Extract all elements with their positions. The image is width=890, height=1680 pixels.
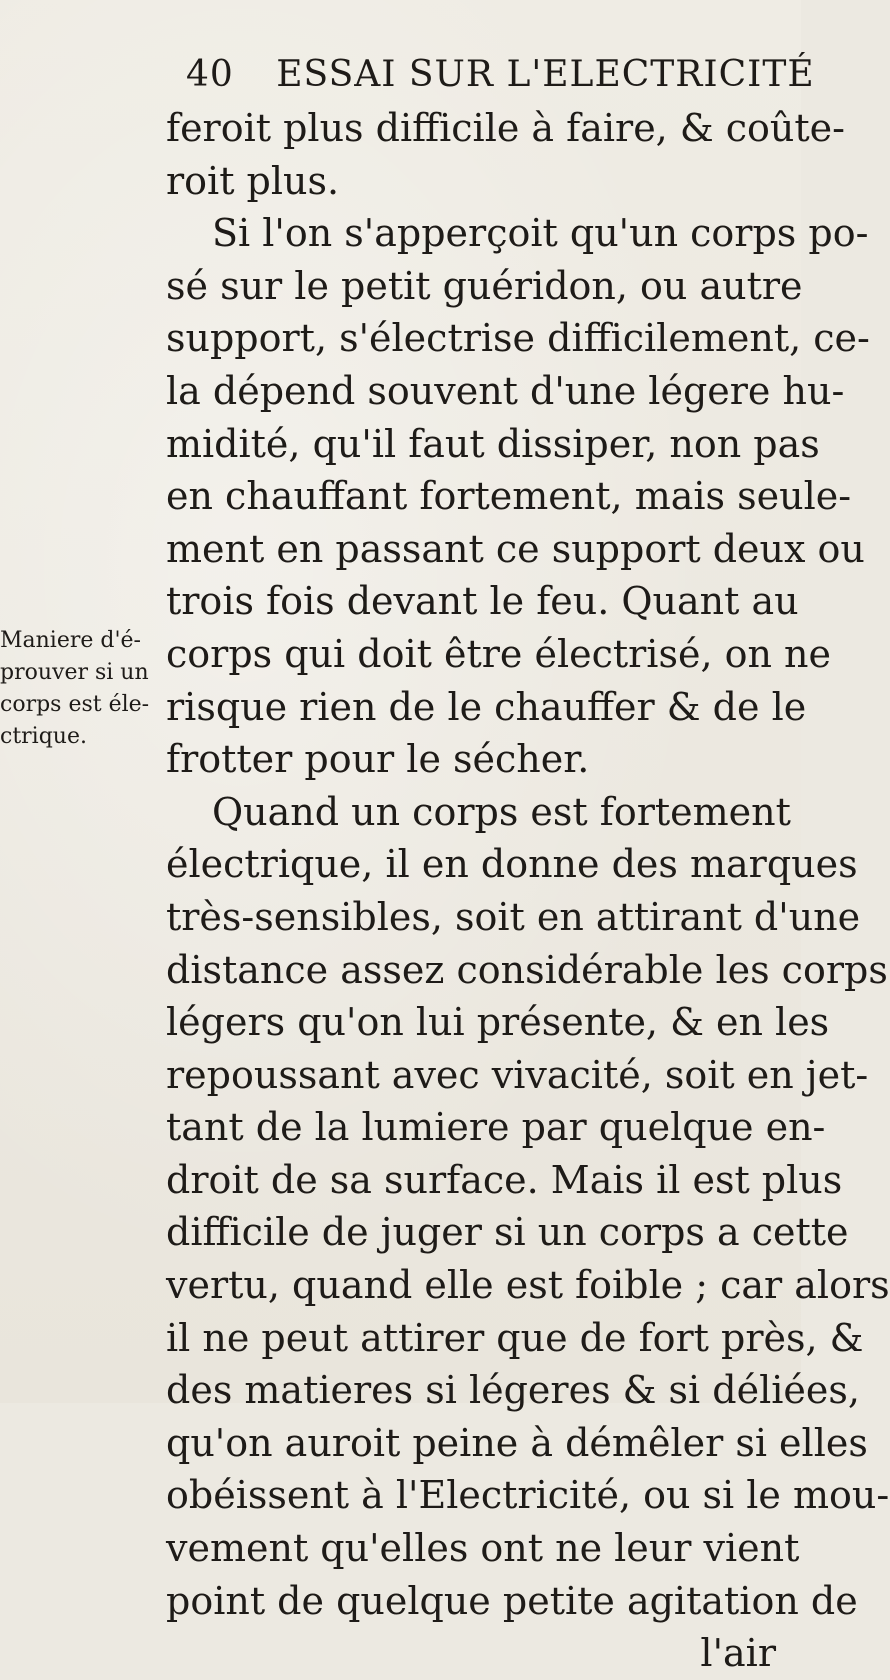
text-line: trois fois devant le feu. Quant au [166, 579, 799, 624]
text-line: qu'on auroit peine à démêler si elles [166, 1420, 868, 1465]
text-line: midité, qu'il faut dissiper, non pas [166, 421, 820, 466]
text-line: électrique, il en donne des marques [166, 842, 858, 887]
text-line: feroit plus difficile à faire, & coûte- [166, 106, 845, 150]
margin-note-line: corps est éle- [0, 692, 150, 717]
text-line: risque rien de le chauffer & de le [166, 684, 807, 729]
text-line: obéissent à l'Electricité, ou si le mou- [166, 1473, 890, 1518]
text-line: corps qui doit être électrisé, on ne [166, 631, 831, 676]
text-line: vement qu'elles ont ne leur vient [166, 1526, 800, 1571]
running-title: ESSAI SUR L'ELECTRICITÉ [276, 54, 815, 95]
text-line: support, s'électrise difficilement, ce- [166, 316, 870, 361]
margin-note-line: ctrique. [0, 724, 87, 749]
text-line: ment en passant ce support deux ou [166, 526, 865, 571]
margin-note-line: Maniere d'é- [0, 628, 141, 653]
text-line: légers qu'on lui présente, & en les [166, 1000, 830, 1045]
body-text [166, 102, 890, 1680]
text-line: Si l'on s'apperçoit qu'un corps po- [212, 211, 869, 256]
text-line: frotter pour le sécher. [166, 737, 590, 782]
text-line: difficile de juger si un corps a cette [166, 1210, 849, 1255]
text-line: tant de la lumiere par quelque en- [166, 1105, 826, 1150]
text-line: distance assez considérable les corps [166, 947, 888, 992]
running-header [186, 54, 815, 95]
text-line: très-sensibles, soit en attirant d'une [166, 894, 861, 939]
text-line: sé sur le petit guéridon, ou autre [166, 263, 803, 308]
text-line: en chauffant fortement, mais seule- [166, 474, 852, 519]
text-line: roit plus. [166, 158, 340, 203]
text-line: la dépend souvent d'une légere hu- [166, 368, 845, 413]
page-number: 40 [186, 54, 234, 95]
text-line: vertu, quand elle est foible ; car alors [166, 1263, 890, 1308]
margin-note-line: prouver si un [0, 660, 149, 685]
text-line: droit de sa surface. Mais il est plus [166, 1157, 843, 1202]
text-line: des matieres si légeres & si déliées, [166, 1368, 860, 1413]
text-line: il ne peut attirer que de fort près, & [166, 1315, 864, 1360]
text-line: point de quelque petite agitation de [166, 1578, 858, 1623]
text-line: Quand un corps est fortement [212, 789, 791, 834]
margin-note [0, 625, 150, 753]
text-line: repoussant avec vivacité, soit en jet- [166, 1052, 869, 1097]
catchword: l'air [700, 1631, 776, 1676]
